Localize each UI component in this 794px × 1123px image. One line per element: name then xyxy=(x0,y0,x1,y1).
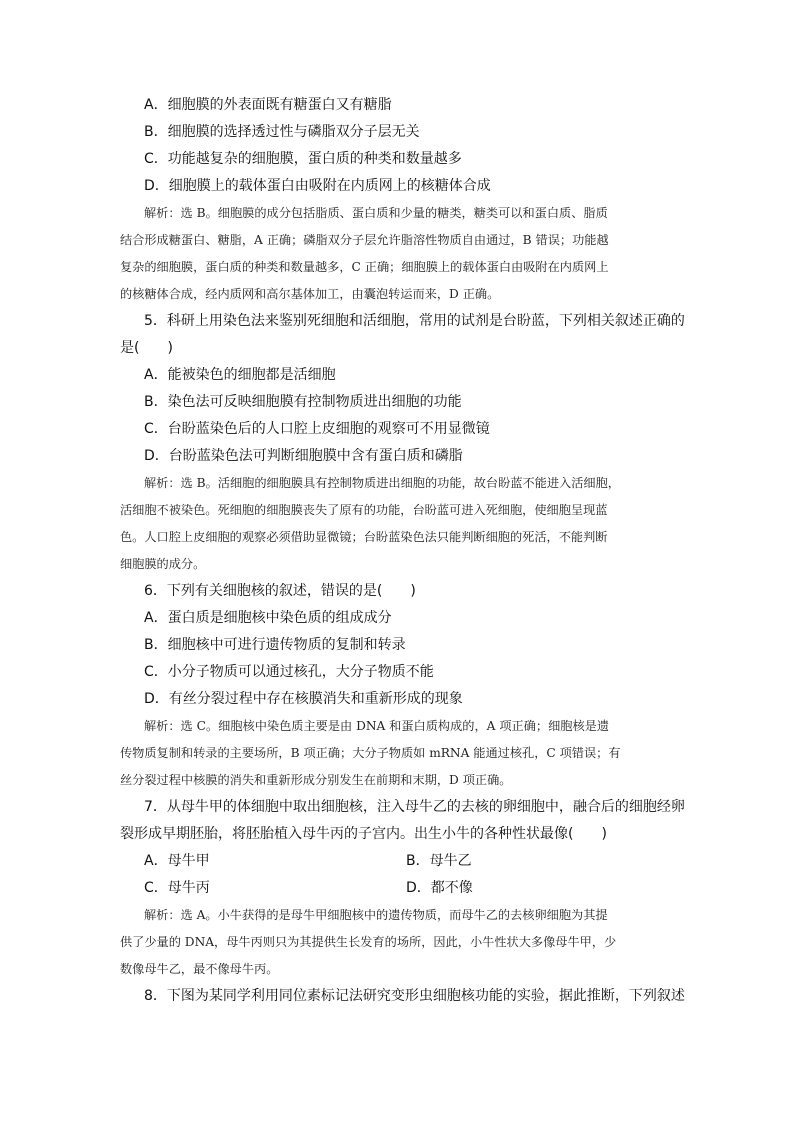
q4-option-c: C．功能越复杂的细胞膜，蛋白质的种类和数量越多 xyxy=(144,151,462,167)
q6-option-a: A．蛋白质是细胞核中染色质的组成成分 xyxy=(144,610,392,626)
q4-analysis-line: 的核糖体合成，经内质网和高尔基体加工，由囊泡转运而来，D 正确。 xyxy=(120,287,500,301)
question-6 xyxy=(120,578,674,794)
q4-option-b: B．细胞膜的选择透过性与磷脂双分子层无关 xyxy=(144,124,420,140)
q4-option-d: D．细胞膜上的载体蛋白由吸附在内质网上的核糖体合成 xyxy=(144,178,491,194)
q5-analysis-line: 色。人口腔上皮细胞的观察必须借助显微镜；台盼蓝染色法只能判断细胞的死活，不能判断 xyxy=(120,530,608,544)
q7-options-row xyxy=(120,875,674,902)
q7-analysis-line: 数像母牛乙，最不像母牛丙。 xyxy=(120,962,279,976)
q5-stem-line: 5．科研上用染色法来鉴别死细胞和活细胞，常用的试剂是台盼蓝，下列相关叙述正确的 xyxy=(144,313,685,329)
q5-analysis-line: 细胞膜的成分。 xyxy=(120,557,206,571)
q6-analysis-line: 解析：选 C。细胞核中染色质主要是由 DNA 和蛋白质构成的，A 项正确；细胞核是遗 xyxy=(144,719,610,733)
question-4 xyxy=(120,92,674,308)
q7-option-b: B．母牛乙 xyxy=(406,853,472,869)
q5-option-d: D．台盼蓝染色法可判断细胞膜中含有蛋白质和磷脂 xyxy=(144,448,463,464)
q7-option-d: D．都不像 xyxy=(406,880,473,896)
q7-option-c: C．母牛丙 xyxy=(144,880,210,896)
q7-stem-line: 裂形成早期胚胎，将胚胎植入母牛丙的子宫内。出生小牛的各种性状最像( ) xyxy=(120,826,607,842)
q4-analysis-line: 解析：选 B。细胞膜的成分包括脂质、蛋白质和少量的糖类，糖类可以和蛋白质、脂质 xyxy=(144,206,608,220)
q5-option-c: C．台盼蓝染色后的人口腔上皮细胞的观察可不用显微镜 xyxy=(144,421,490,437)
question-5 xyxy=(120,308,685,578)
q5-option-b: B．染色法可反映细胞膜有控制物质进出细胞的功能 xyxy=(144,394,462,410)
question-8 xyxy=(120,983,685,1010)
q6-stem-line: 6．下列有关细胞核的叙述，错误的是( ) xyxy=(144,583,416,599)
q6-option-b: B．细胞核中可进行遗传物质的复制和转录 xyxy=(144,637,406,653)
q7-options-row xyxy=(120,848,674,875)
q4-analysis-line: 复杂的细胞膜，蛋白质的种类和数量越多，C 正确；细胞膜上的载体蛋白由吸附在内质网上 xyxy=(120,260,609,274)
q4-option-a: A．细胞膜的外表面既有糖蛋白又有糖脂 xyxy=(144,97,392,113)
question-7 xyxy=(120,794,685,983)
q6-analysis-line: 传物质复制和转录的主要场所，B 项正确；大分子物质如 mRNA 能通过核孔，C 项错误；有 xyxy=(120,746,621,760)
q7-analysis-line: 供了少量的 DNA，母牛丙则只为其提供生长发育的场所，因此，小牛性状大多像母牛甲，少 xyxy=(120,935,617,949)
q5-option-a: A．能被染色的细胞都是活细胞 xyxy=(144,367,336,383)
page-content xyxy=(120,92,685,1010)
q7-option-a: A．母牛甲 xyxy=(144,853,210,869)
q5-stem-line: 是( ) xyxy=(120,340,173,356)
q8-stem-line: 8．下图为某同学利用同位素标记法研究变形虫细胞核功能的实验，据此推断，下列叙述 xyxy=(144,988,685,1004)
q4-analysis-line: 结合形成糖蛋白、糖脂，A 正确；磷脂双分子层允许脂溶性物质自由通过，B 错误；功能越 xyxy=(120,233,609,247)
q5-analysis-line: 活细胞不被染色。死细胞的细胞膜丧失了原有的功能，台盼蓝可进入死细胞，使细胞呈现蓝 xyxy=(120,503,608,517)
q6-option-d: D．有丝分裂过程中存在核膜消失和重新形成的现象 xyxy=(144,691,463,707)
q7-analysis-line: 解析：选 A。小牛获得的是母牛甲细胞核中的遗传物质，而母牛乙的去核卵细胞为其提 xyxy=(144,908,608,922)
q6-option-c: C．小分子物质可以通过核孔，大分子物质不能 xyxy=(144,664,434,680)
q7-stem-line: 7．从母牛甲的体细胞中取出细胞核，注入母牛乙的去核的卵细胞中，融合后的细胞经卵 xyxy=(144,799,685,815)
q5-analysis-line: 解析：选 B。活细胞的细胞膜具有控制物质进出细胞的功能，故台盼蓝不能进入活细胞， xyxy=(144,476,620,490)
q6-analysis-line: 丝分裂过程中核膜的消失和重新形成分别发生在前期和末期，D 项正确。 xyxy=(120,773,512,787)
